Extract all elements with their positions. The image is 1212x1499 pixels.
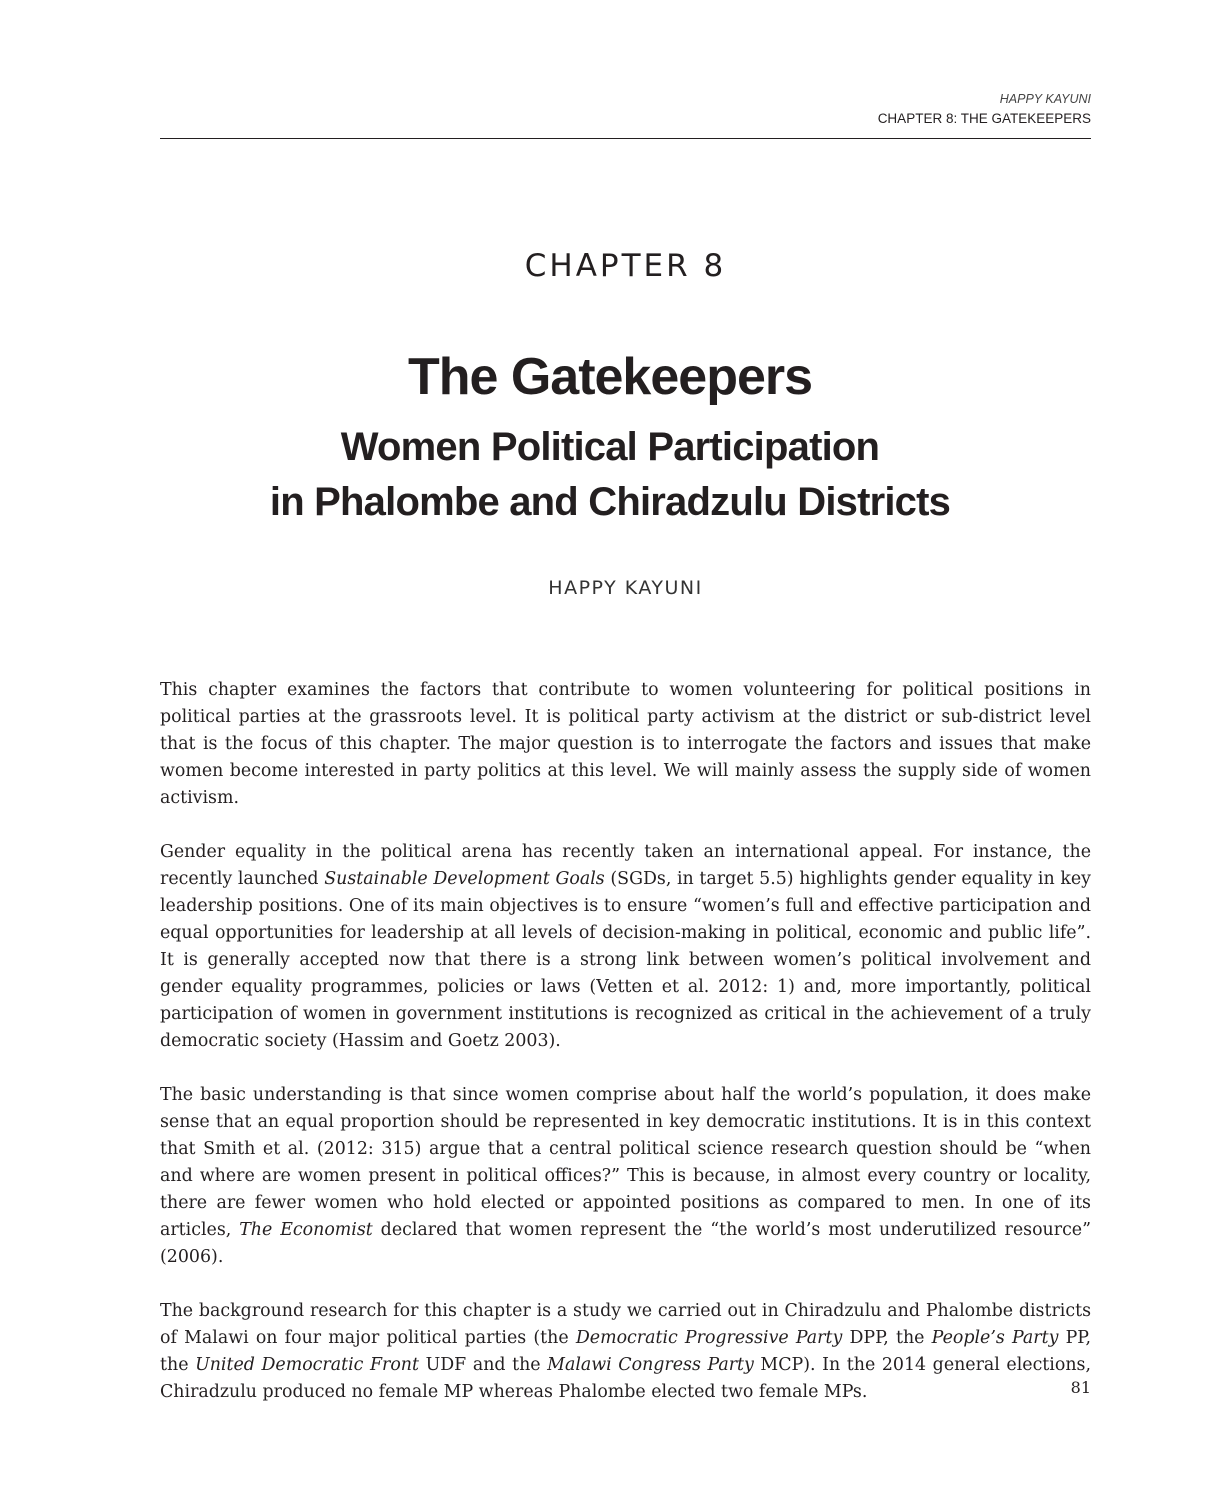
paragraph-4-italic: United Democratic Front xyxy=(195,1355,419,1375)
chapter-label: CHAPTER 8 xyxy=(524,248,727,284)
header-rule xyxy=(160,138,1091,139)
subtitle-line-1: Women Political Participation xyxy=(340,425,880,469)
paragraph-2-italic: Sustainable Development Goals xyxy=(324,869,605,889)
paragraph-2-text: Gender equality in the political arena has recently taken an international appeal. For instance, the recently launched xyxy=(160,842,1091,889)
chapter-title: The Gatekeepers xyxy=(407,348,813,406)
paragraph-4-text: MCP). In the 2014 general elections, Chiradzulu produced no female MP whereas Phalombe elected two female MPs. xyxy=(160,1355,1091,1402)
paragraph-4-text: UDF and the xyxy=(419,1355,548,1375)
running-head-author: HAPPY KAYUNI xyxy=(999,92,1091,106)
paragraph-2 xyxy=(160,839,1091,1055)
paragraph-3-italic: The Economist xyxy=(239,1220,373,1240)
paragraph-4-text: DPP, the xyxy=(842,1328,932,1348)
paragraph-3 xyxy=(160,1082,1091,1271)
running-head-chapter: CHAPTER 8: THE GATEKEEPERS xyxy=(877,111,1091,126)
body-text xyxy=(160,677,1091,1433)
subtitle-line-2: in Phalombe and Chiradzulu Districts xyxy=(269,480,951,524)
paragraph-3-text: The basic understanding is that since women comprise about half the world’s population, it does make sense that an equal proportion should be represented in key democratic institutions. It is in this context that Smith et al. (2012: 315) argue that a central political science research question should be “when and where are women present in political offices?” This is because, in almost every country or locality, there are fewer women who hold elected or appointed positions as compared to men. In one of its articles, xyxy=(160,1085,1091,1240)
paragraph-4-text: The background research for this chapter is a study we carried out in Chiradzulu and Phalombe districts of Malawi on four major political parties (the xyxy=(160,1301,1091,1348)
chapter-subtitle xyxy=(110,420,1110,530)
paragraph-3-text: declared that women represent the “the world’s most underutilized resource” (2006). xyxy=(160,1220,1091,1267)
running-head xyxy=(160,90,1091,128)
paragraph-2-text: (SGDs, in target 5.5) highlights gender equality in key leadership positions. One of its main objectives is to ensure “women’s full and effective participation and equal opportunities for leadership at all levels of decision-making in political, economic and public life”. It is generally accepted now that there is a strong link between women’s political involvement and gender equality programmes, policies or laws (Vetten et al. 2012: 1) and, more importantly, political participation of women in government institutions is recognized as critical in the achievement of a truly democratic society (Hassim and Goetz 2003). xyxy=(160,869,1091,1051)
page-number: 81 xyxy=(1070,1378,1091,1397)
paragraph-4-italic: Democratic Progressive Party xyxy=(575,1328,843,1348)
byline: HAPPY KAYUNI xyxy=(548,577,703,599)
paragraph-4-italic: Malawi Congress Party xyxy=(547,1355,754,1375)
paragraph-4 xyxy=(160,1298,1091,1406)
paragraph-1: This chapter examines the factors that contribute to women volunteering for political positions in political parties at the grassroots level. It is political party activism at the district or sub-district level that is the focus of this chapter. The major question is to interrogate the factors and issues that make women become interested in party politics at this level. We will mainly assess the supply side of women activism. xyxy=(160,680,1091,808)
paragraph-4-text: PP, the xyxy=(160,1328,1091,1375)
paragraph-4-italic: People’s Party xyxy=(931,1328,1059,1348)
